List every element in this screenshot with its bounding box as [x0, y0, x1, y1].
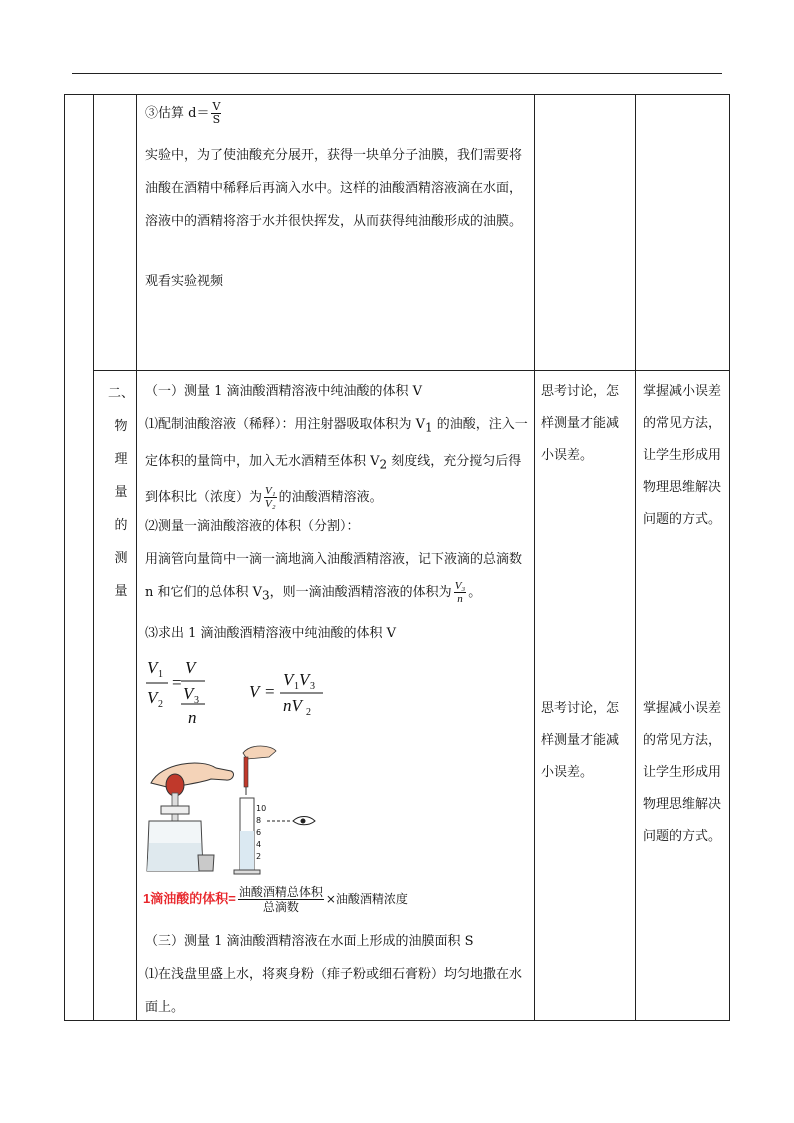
svg-text:1: 1 — [158, 669, 163, 680]
step1-paragraph: ⑴配制油酸溶液（稀释）：用注射器吸取体积为 $V_1$ 的油酸，注入一定体积的量筒中，加入无水酒精至体积 $V_2$ 刻度线，充分搅匀后得到体积比（浓度）为 $\frac{\text{V₁}}{\text{V₂}}$ 的油酸酒精溶液。 — [145, 417, 528, 511]
watch-video-text: 观看实验视频 — [145, 274, 224, 289]
svg-text:nV: nV — [283, 696, 302, 715]
svg-text:=: = — [172, 673, 182, 692]
cylinder-tick: 6 — [256, 828, 262, 837]
design-intent-b: 掌握减小误差的常见方法，让学生形成用物理思维解决问题的方式。 — [643, 701, 722, 844]
svg-text:V: V — [147, 658, 158, 677]
lesson-table — [64, 94, 730, 1021]
svg-text:V: V — [299, 670, 310, 689]
svg-text:2: 2 — [306, 707, 311, 718]
svg-text:1: 1 — [294, 681, 299, 692]
step4-paragraph: ⑴在浅盘里盛上水，将爽身粉（痱子粉或细石膏粉）均匀地撒在水面上。 — [145, 967, 523, 1015]
svg-text:V: V — [183, 684, 194, 703]
step3-title: ⑶求出 1 滴油酸酒精溶液中纯油酸的体积 V — [145, 626, 397, 641]
cylinder-tick: 10 — [256, 804, 267, 813]
heading-measure-area: （三）测量 1 滴油酸酒精溶液在水面上形成的油膜面积 S — [145, 934, 474, 949]
svg-text:n: n — [188, 708, 197, 727]
svg-text:3: 3 — [194, 695, 199, 706]
student-activity-b: 思考讨论，怎样测量才能减小误差。 — [541, 701, 620, 780]
student-activity-a: 思考讨论，怎样测量才能减小误差。 — [541, 384, 620, 463]
cylinder-tick: 2 — [256, 852, 262, 861]
cylinder-tick: 4 — [256, 840, 262, 849]
row-divider — [93, 370, 729, 371]
svg-text:V: V — [283, 670, 294, 689]
svg-text:V: V — [185, 658, 196, 677]
explanation-paragraph: 实验中，为了使油酸充分展开，获得一块单分子油膜，我们需要将油酸在酒精中稀释后再滴入水中。这样的油酸酒精溶液滴在水面，溶液中的酒精将溶于水并很快挥发，从而获得纯油酸形成的油膜。 — [145, 148, 523, 229]
svg-text:=: = — [265, 682, 275, 701]
header-rule — [72, 73, 722, 74]
bottle-cap-icon — [198, 855, 214, 871]
svg-text:2: 2 — [158, 699, 163, 710]
heading-measure-volume: （一）测量 1 滴油酸酒精溶液中纯油酸的体积 V — [145, 384, 423, 399]
cylinder-tick: 8 — [256, 816, 262, 825]
experiment-illustration — [141, 743, 321, 878]
hand-icon — [151, 763, 233, 788]
estimate-formula: ③估算 d＝ $\frac{V}{S}$ — [145, 100, 221, 126]
column-divider — [93, 95, 94, 1020]
design-intent-a: 掌握减小误差的常见方法，让学生形成用物理思维解决问题的方式。 — [643, 384, 722, 527]
section-label: 二、 物 理 量 的 测 量 — [107, 386, 134, 599]
svg-text:3: 3 — [310, 681, 315, 692]
column-divider — [534, 95, 535, 1020]
step2-paragraph: 用滴管向量筒中一滴一滴地滴入油酸酒精溶液，记下液滴的总滴数 n 和它们的总体积 $V_3$，则一滴油酸酒精溶液的体积为 $\frac{\text{V₃}}{n}$ 。 — [145, 552, 523, 605]
svg-text:V: V — [249, 682, 260, 701]
drop-volume-formula: 1滴油酸的体积= $\frac{\text{油酸酒精总体积}}{\text{总滴数}}$ ×油酸酒精浓度 — [143, 885, 408, 914]
formula-derivation — [143, 655, 333, 730]
step2-title: ⑵测量一滴油酸溶液的体积（分割）： — [145, 519, 360, 534]
svg-text:V: V — [147, 688, 158, 707]
column-divider — [635, 95, 636, 1020]
